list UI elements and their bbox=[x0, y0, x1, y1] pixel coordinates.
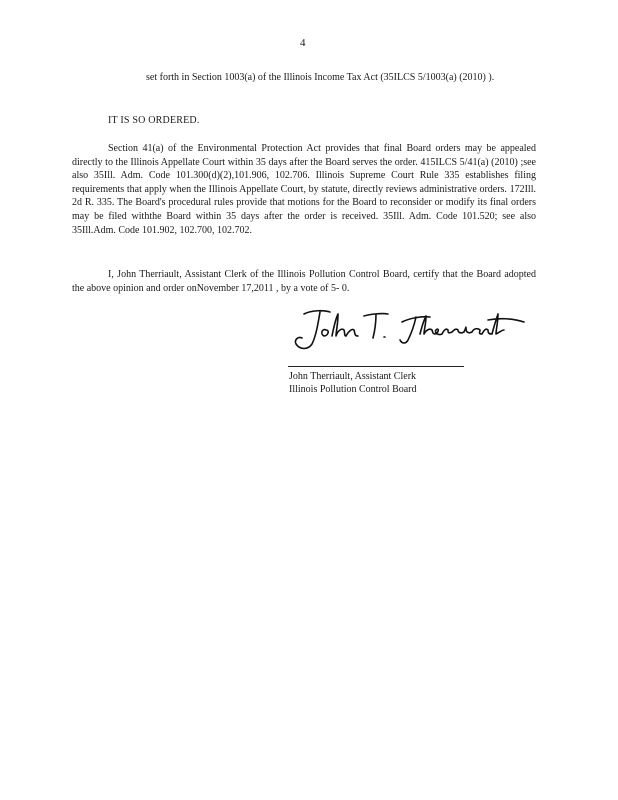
signer-block bbox=[289, 370, 417, 396]
certification-paragraph bbox=[72, 268, 536, 295]
continuation-paragraph: set forth in Section 1003(a) of the Illinois Income Tax Act (35ILCS 5/1003(a) (2010) ). bbox=[146, 72, 495, 83]
appeal-paragraph bbox=[72, 142, 536, 237]
page-number: 4 bbox=[300, 37, 306, 49]
handwritten-signature bbox=[290, 300, 530, 355]
ordered-statement: IT IS SO ORDERED. bbox=[108, 115, 200, 126]
certification-paragraph-text: I, John Therriault, Assistant Clerk of the Illinois Pollution Control Board, certify that the Board adopted the above opinion and order onNovember 17,2011 , by a vote of 5- 0. bbox=[72, 269, 536, 294]
appeal-paragraph-text: Section 41(a) of the Environmental Protection Act provides that final Board orders may be appealed directly to the Illinois Appellate Court within 35 days after the Board serves the order. 415ILCS 5/41(a) (2010) ;see also 35Ill. Adm. Code 101.300(d)(2),101.906, 102.706. Illinois Supreme Court Rule 335 establishes filing requirements that apply when the Illinois Appellate Court, by statute, directly reviews administrative orders. 172Ill. 2d R. 335. The Board's procedural rules provide that motions for the Board to reconsider or modify its final orders may be filed withthe Board within 35 days after the order is received. 35Ill. Adm. Code 101.520; see also 35Ill.Adm. Code 101.902, 102.700, 102.702. bbox=[72, 143, 536, 236]
signature-line bbox=[288, 366, 464, 367]
signer-name-title: John Therriault, Assistant Clerk bbox=[289, 371, 417, 382]
signer-organization: Illinois Pollution Control Board bbox=[289, 384, 417, 395]
